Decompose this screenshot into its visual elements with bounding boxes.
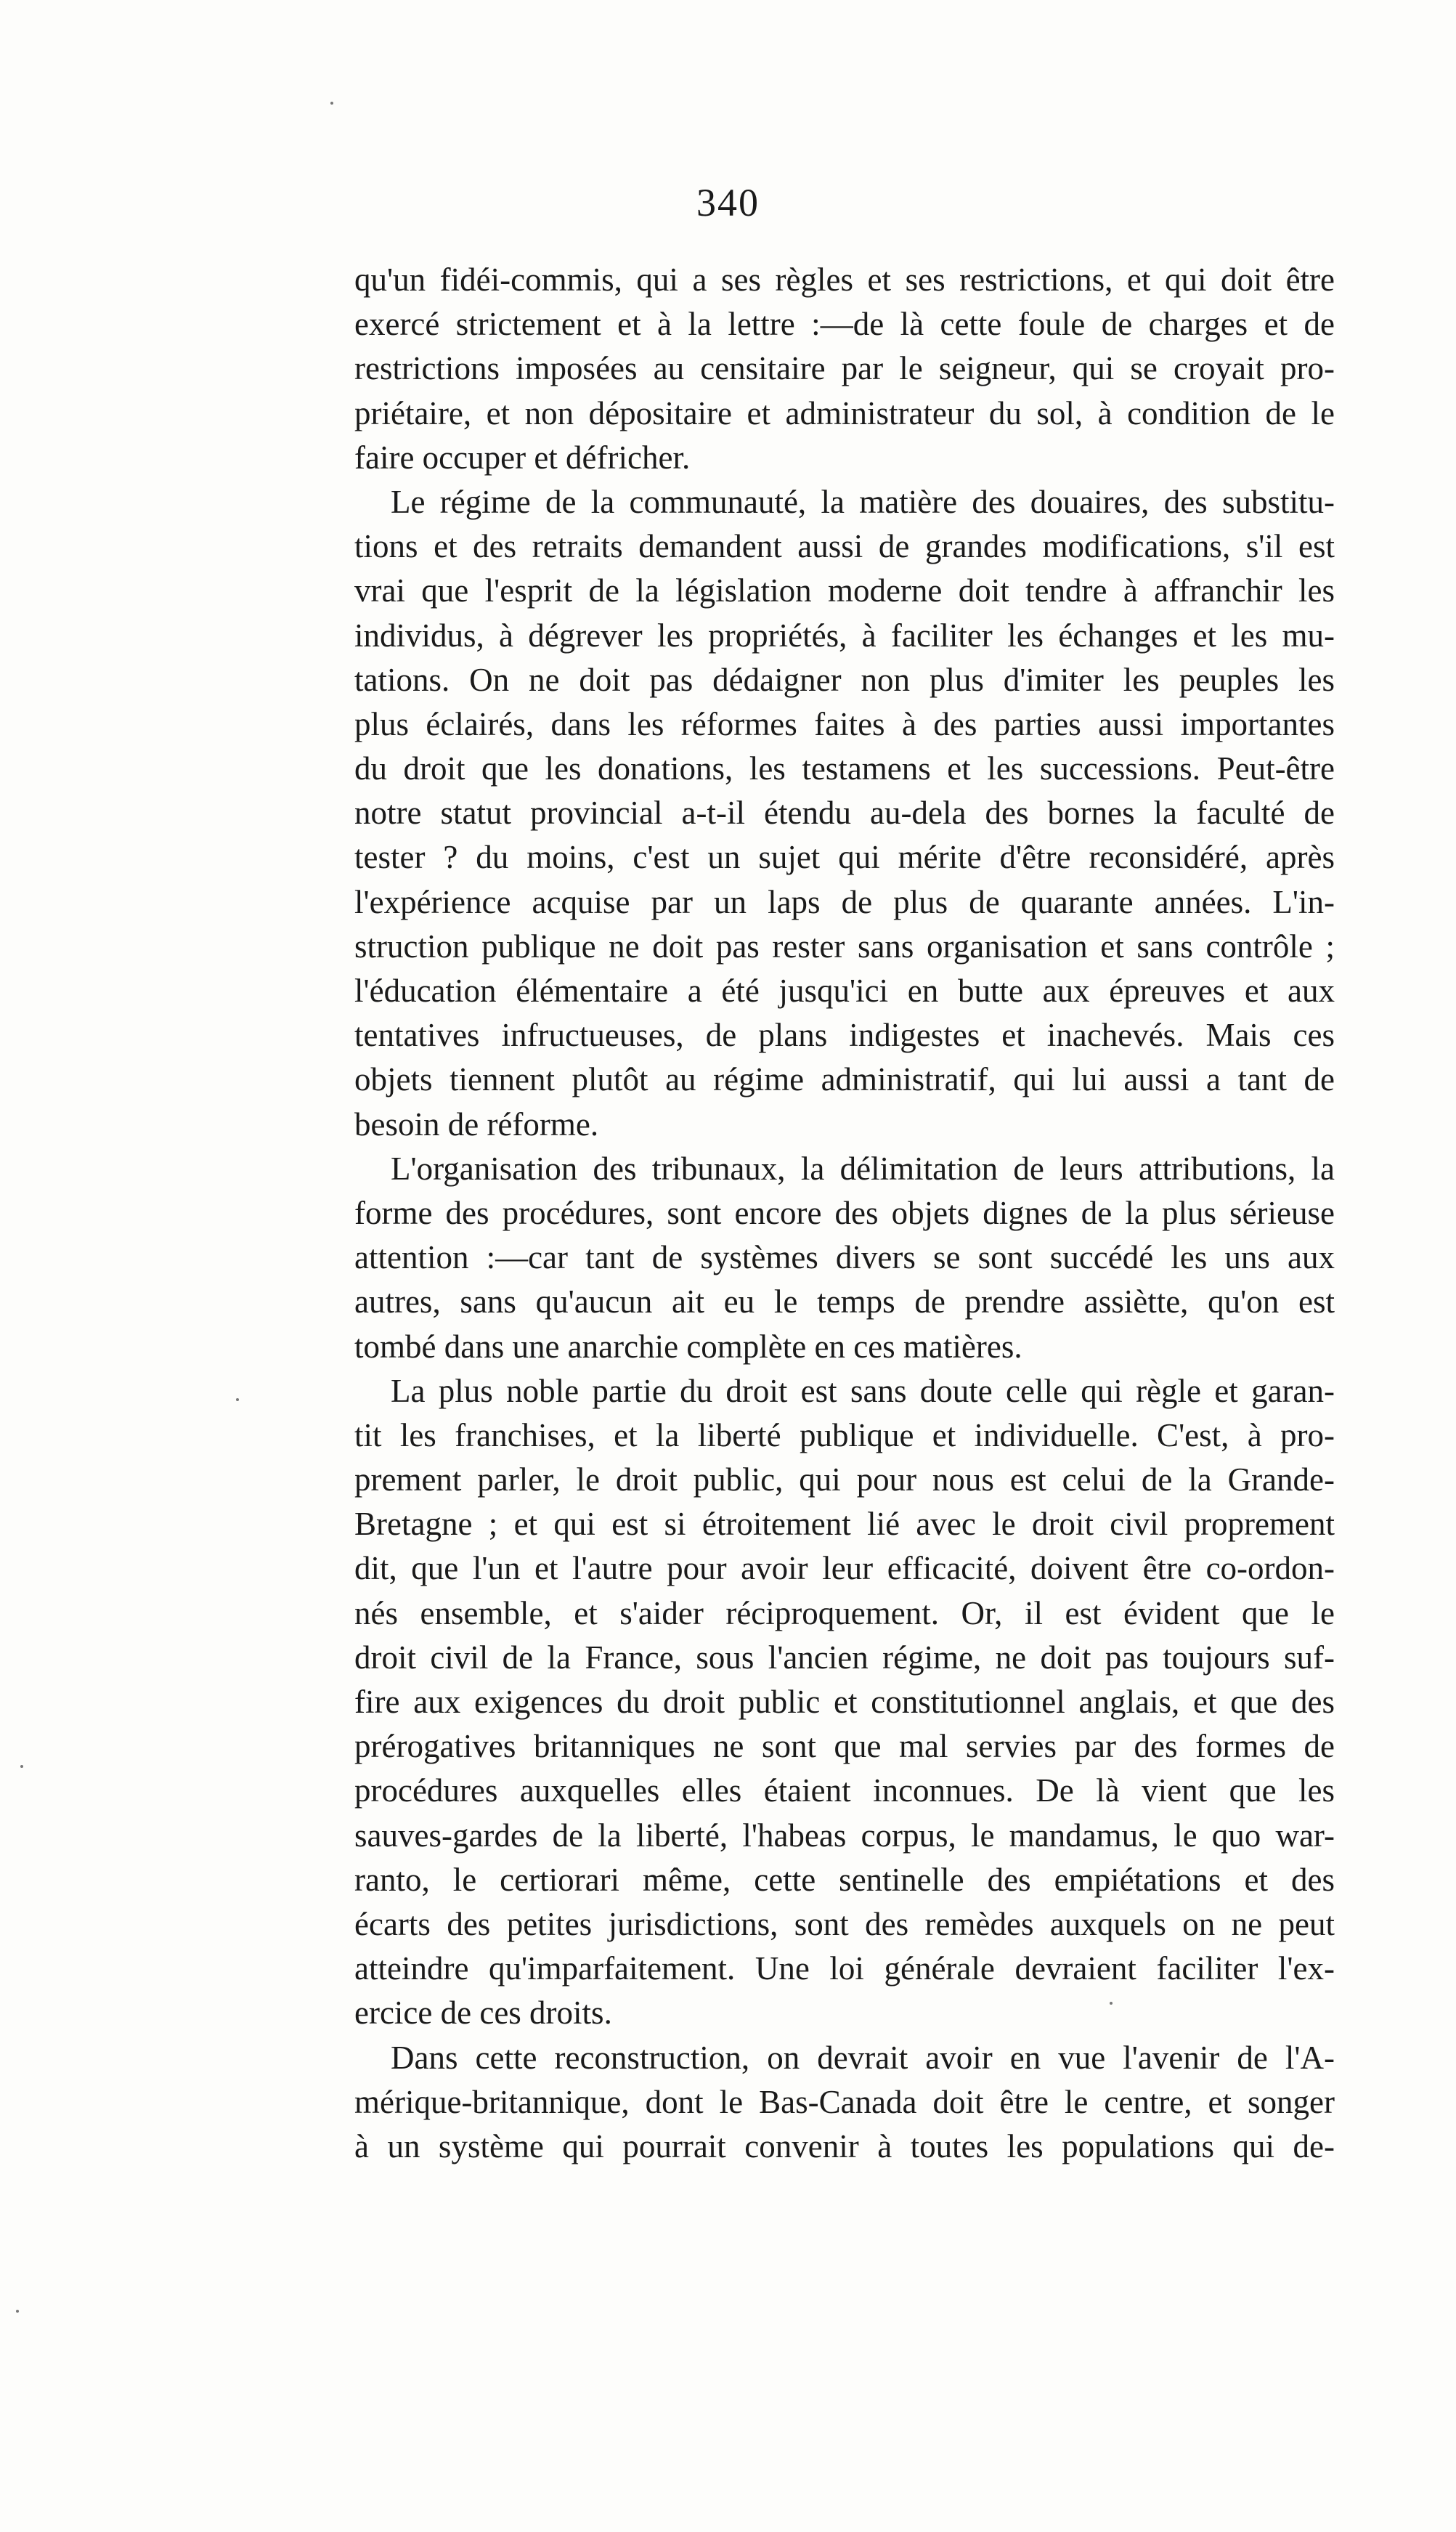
text-line: prérogatives britanniques ne sont que mal servies par des formes de xyxy=(354,1728,1335,1765)
text-line: forme des procédures, sont encore des objets dignes de la plus sérieuse xyxy=(354,1194,1335,1231)
paragraph-2 xyxy=(354,480,1335,1147)
text-line: Dans cette reconstruction, on devrait avoir en vue l'avenir de l'A- xyxy=(391,2039,1335,2076)
text-line: La plus noble partie du droit est sans doute celle qui règle et garan- xyxy=(391,1372,1335,1409)
text-line: du droit que les donations, les testamens et les successions. Peut-être xyxy=(354,750,1335,787)
text-line: tombé dans une anarchie complète en ces matières. xyxy=(354,1328,1022,1365)
paragraph-3 xyxy=(354,1147,1335,1369)
text-line: mérique-britannique, dont le Bas-Canada doit être le centre, et songer xyxy=(354,2083,1335,2120)
text-line: Le régime de la communauté, la matière des douaires, des substitu- xyxy=(391,483,1335,520)
paragraph-4 xyxy=(354,1369,1335,2036)
text-line: objets tiennent plutôt au régime administratif, qui lui aussi a tant de xyxy=(354,1061,1335,1098)
text-line: procédures auxquelles elles étaient inconnues. De là vient que les xyxy=(354,1772,1335,1809)
text-line: restrictions imposées au censitaire par le seigneur, qui se croyait pro- xyxy=(354,350,1335,387)
text-line: L'organisation des tribunaux, la délimitation de leurs attributions, la xyxy=(391,1150,1335,1187)
text-line: nés ensemble, et s'aider réciproquement. Or, il est évident que le xyxy=(354,1594,1335,1631)
text-line: tations. On ne doit pas dédaigner non plus d'imiter les peuples les xyxy=(354,661,1335,698)
text-line: autres, sans qu'aucun ait eu le temps de prendre assiètte, qu'on est xyxy=(354,1283,1335,1320)
text-line: individus, à dégrever les propriétés, à faciliter les échanges et les mu- xyxy=(354,617,1335,654)
paragraph-5 xyxy=(354,2036,1335,2170)
text-line: faire occuper et défricher. xyxy=(354,439,691,476)
text-line: plus éclairés, dans les réformes faites à des parties aussi importantes xyxy=(354,705,1335,742)
text-line: tester ? du moins, c'est un sujet qui mérite d'être reconsidéré, après xyxy=(354,839,1335,876)
text-line: priétaire, et non dépositaire et administrateur du sol, à condition de le xyxy=(354,394,1335,431)
text-line: struction publique ne doit pas rester sans organisation et sans contrôle ; xyxy=(354,928,1335,965)
text-line: sauves-gardes de la liberté, l'habeas corpus, le mandamus, le quo war- xyxy=(354,1817,1335,1854)
text-line: l'éducation élémentaire a été jusqu'ici en butte aux épreuves et aux xyxy=(354,973,1335,1009)
body-text xyxy=(354,258,1335,2169)
paragraph-1 xyxy=(354,258,1335,480)
scan-speck xyxy=(236,1398,239,1401)
text-line: dit, que l'un et l'autre pour avoir leur efficacité, doivent être co-ordon- xyxy=(354,1550,1335,1587)
text-line: tions et des retraits demandent aussi de grandes modifications, s'il est xyxy=(354,528,1335,565)
text-line: Bretagne ; et qui est si étroitement lié avec le droit civil proprement xyxy=(354,1506,1335,1543)
text-line: ranto, le certiorari même, cette sentinelle des empiétations et des xyxy=(354,1861,1335,1898)
text-line: prement parler, le droit public, qui pour nous est celui de la Grande- xyxy=(354,1461,1335,1498)
text-line: notre statut provincial a-t-il étendu au-dela des bornes la faculté de xyxy=(354,795,1335,832)
text-line: qu'un fidéi-commis, qui a ses règles et ses restrictions, et qui doit être xyxy=(354,261,1335,298)
text-line: vrai que l'esprit de la législation moderne doit tendre à affranchir les xyxy=(354,572,1335,609)
text-line: exercé strictement et à la lettre :—de là cette foule de charges et de xyxy=(354,306,1335,343)
text-line: attention :—car tant de systèmes divers se sont succédé les uns aux xyxy=(354,1239,1335,1276)
text-line: atteindre qu'imparfaitement. Une loi générale devraient faciliter l'ex- xyxy=(354,1950,1335,1987)
text-line: tit les franchises, et la liberté publique et individuelle. C'est, à pro- xyxy=(354,1416,1335,1453)
scan-speck xyxy=(20,1765,23,1768)
scan-speck xyxy=(16,2310,19,2313)
text-line: à un système qui pourrait convenir à toutes les populations qui de- xyxy=(354,2127,1335,2164)
text-line: ercice de ces droits. xyxy=(354,1995,612,2032)
scan-speck xyxy=(330,102,333,105)
text-line: besoin de réforme. xyxy=(354,1105,599,1143)
scan-speck xyxy=(1110,2002,1113,2005)
page-number: 340 xyxy=(696,181,760,224)
text-line: écarts des petites jurisdictions, sont des remèdes auxquels on ne peut xyxy=(354,1905,1335,1942)
text-line: l'expérience acquise par un laps de plus de quarante années. L'in- xyxy=(354,883,1335,920)
text-line: tentatives infructueuses, de plans indigestes et inachevés. Mais ces xyxy=(354,1017,1335,1054)
text-line: droit civil de la France, sous l'ancien régime, ne doit pas toujours suf- xyxy=(354,1639,1335,1676)
text-line: fire aux exigences du droit public et constitutionnel anglais, et que des xyxy=(354,1684,1335,1720)
